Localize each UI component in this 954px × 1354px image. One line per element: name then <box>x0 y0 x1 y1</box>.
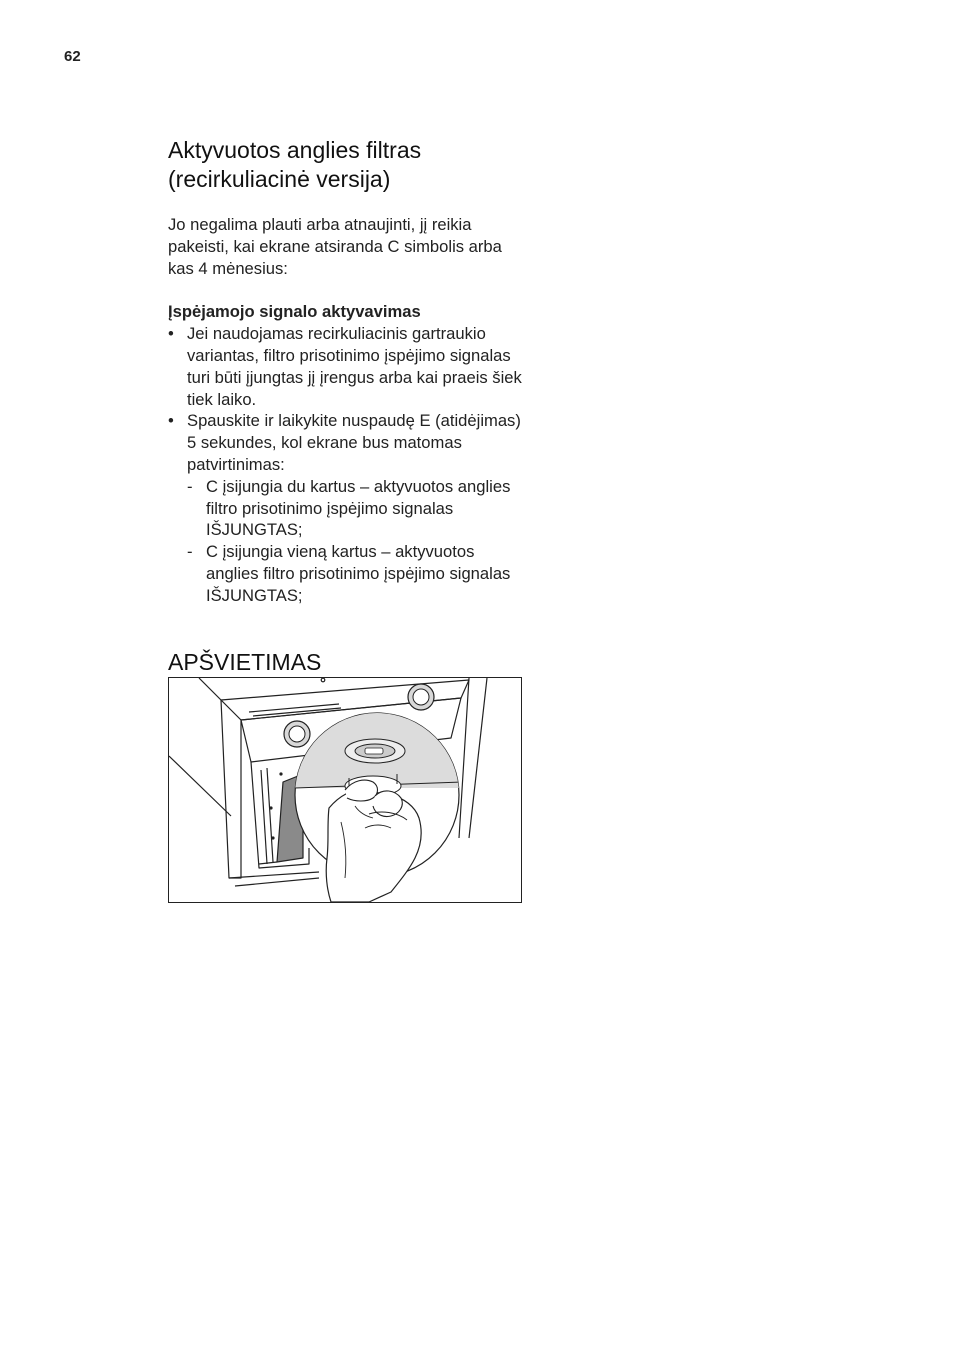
dash-symbol: - <box>187 476 193 496</box>
section-title-line-2: (recirkuliacinė versija) <box>168 166 391 192</box>
bullet-text: Jei naudojamas recirkuliacinis gartraukio variantas, filtro prisotinimo įspėjimo signalas turi būti įjungtas jį įrengus arba kai praeis šiek tiek laiko. <box>187 324 522 409</box>
bullet-item <box>168 323 528 410</box>
magnified-detail <box>289 708 469 902</box>
sub-list <box>187 476 528 607</box>
bullet-item <box>168 410 528 606</box>
sub-item-text: C įsijungia vieną kartus – aktyvuotos anglies filtro prisotinimo įspėjimo signalas IŠJUNGTAS; <box>206 542 511 605</box>
lighting-section-title: APŠVIETIMAS <box>168 649 322 675</box>
bullet-list <box>168 323 528 606</box>
hood-lamp-drawing <box>169 678 521 902</box>
filter-section <box>168 136 528 607</box>
sub-item <box>187 476 528 541</box>
bullet-symbol: • <box>168 411 174 431</box>
intro-paragraph: Jo negalima plauti arba atnaujinti, jį reikia pakeisti, kai ekrane atsiranda C simbolis arba kas 4 mėnesius: <box>168 215 502 278</box>
section-title-line-1: Aktyvuotos anglies filtras <box>168 137 422 163</box>
bullet-symbol: • <box>168 324 174 344</box>
sub-item <box>187 541 528 606</box>
bullet-text: Spauskite ir laikykite nuspaudę E (atidėjimas) 5 sekundes, kol ekrane bus matomas patvirtinimas: <box>187 411 521 474</box>
section-title <box>168 136 528 194</box>
lamp-replacement-illustration <box>168 677 522 903</box>
page-number: 62 <box>64 48 81 65</box>
sub-item-text: C įsijungia du kartus – aktyvuotos anglies filtro prisotinimo įspėjimo signalas IŠJUNGTAS; <box>206 476 511 540</box>
warning-signal-heading: Įspėjamojo signalo aktyvavimas <box>168 302 421 322</box>
dash-symbol: - <box>187 542 193 562</box>
